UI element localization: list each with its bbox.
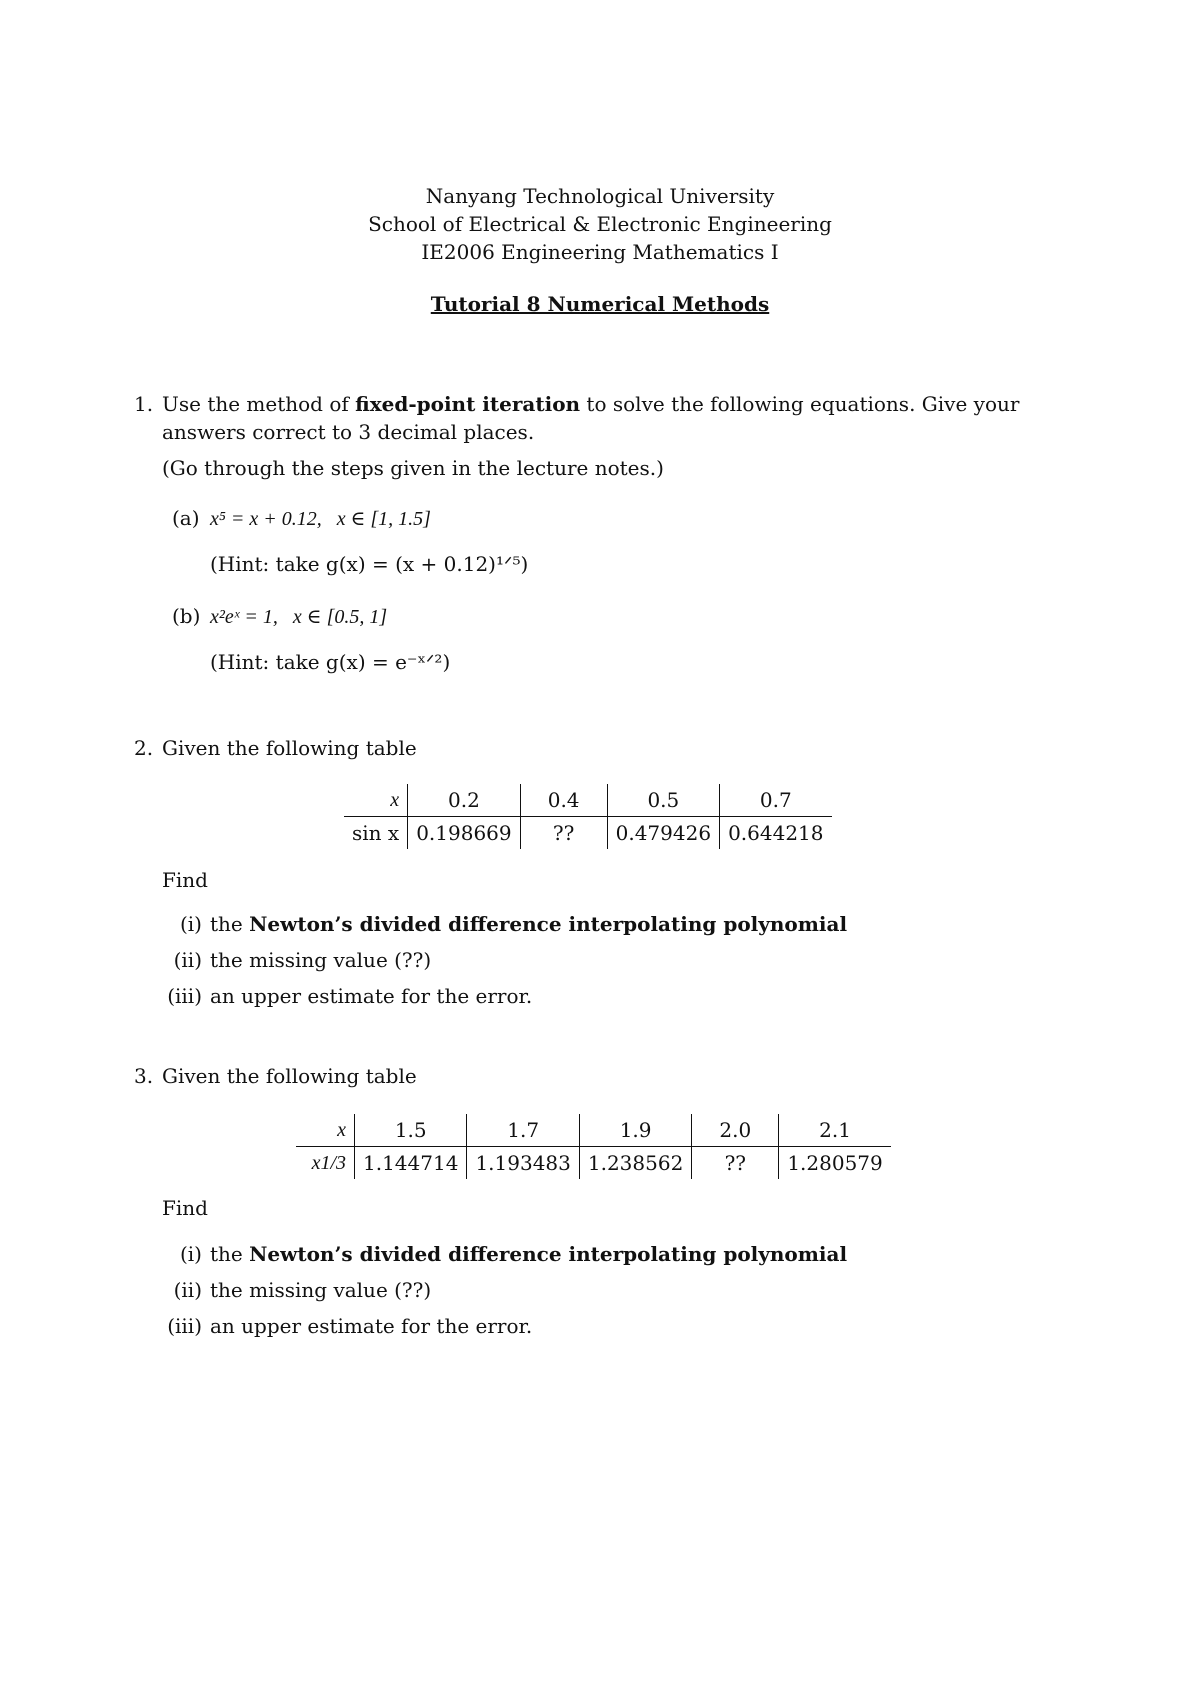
q3-item-num: (ii) xyxy=(173,1278,202,1302)
page-title: Tutorial 8 Numerical Methods xyxy=(430,292,770,316)
table-cell: 1.7 xyxy=(467,1114,579,1147)
q2-item-bold: Newton’s divided difference interpolating polynomial xyxy=(249,912,848,936)
q3-item-text: an upper estimate for the error. xyxy=(210,1314,533,1338)
table-cell: 0.479426 xyxy=(607,817,719,850)
course-name: IE2006 Engineering Mathematics I xyxy=(421,240,779,264)
q1a-hint: (Hint: take g(x) = (x + 0.12)¹ᐟ⁵) xyxy=(210,552,529,576)
q1b-hint: (Hint: take g(x) = e⁻ˣᐟ²) xyxy=(210,650,451,674)
table-cell: 0.4 xyxy=(520,784,607,817)
q1-note: (Go through the steps given in the lecture notes.) xyxy=(162,456,664,480)
q3-intro: Given the following table xyxy=(162,1064,417,1088)
q2-row2-label: sin x xyxy=(352,821,400,845)
q1-intro xyxy=(162,392,1019,416)
table-row xyxy=(344,784,832,817)
table-cell: 0.644218 xyxy=(720,817,832,850)
table-cell: 1.5 xyxy=(355,1114,467,1147)
table-cell: 1.144714 xyxy=(355,1147,467,1180)
q2-row1-label: x xyxy=(344,784,408,817)
q1-number: 1. xyxy=(134,392,154,416)
q2-item-text-pre: the xyxy=(210,912,250,936)
q1-intro-text: Use the method of xyxy=(162,392,356,416)
q3-item-bold: Newton’s divided difference interpolating polynomial xyxy=(249,1242,848,1266)
table-row xyxy=(296,1147,891,1180)
q3-number: 3. xyxy=(134,1064,154,1088)
q3-item-num: (iii) xyxy=(167,1314,202,1338)
table-cell: 2.1 xyxy=(779,1114,891,1147)
table-row xyxy=(296,1114,891,1147)
q2-item-num: (ii) xyxy=(173,948,202,972)
q1-intro-bold: fixed-point iteration xyxy=(355,392,581,416)
q2-intro: Given the following table xyxy=(162,736,417,760)
q2-item-text: an upper estimate for the error. xyxy=(210,984,533,1008)
table-cell: ?? xyxy=(520,817,607,850)
q1b-label: (b) xyxy=(172,604,201,628)
q2-find: Find xyxy=(162,868,208,892)
university-name: Nanyang Technological University xyxy=(425,184,775,208)
q3-row2-label: x1/3 xyxy=(311,1152,346,1174)
q1b-equation: x²eˣ = 1, x ∈ [0.5, 1] xyxy=(210,606,388,628)
table-cell: 0.198669 xyxy=(408,817,520,850)
q3-item-text xyxy=(210,1242,847,1266)
q1a-label: (a) xyxy=(172,506,200,530)
q2-number: 2. xyxy=(134,736,154,760)
table-cell: 0.5 xyxy=(607,784,719,817)
q2-item-text: the missing value (??) xyxy=(210,948,432,972)
q2-item-num: (iii) xyxy=(167,984,202,1008)
q2-item-text xyxy=(210,912,847,936)
q2-item-num: (i) xyxy=(179,912,202,936)
school-name: School of Electrical & Electronic Engineering xyxy=(368,212,832,236)
table-cell: 1.238562 xyxy=(579,1147,691,1180)
table-cell: 1.9 xyxy=(579,1114,691,1147)
table-cell: ?? xyxy=(692,1147,779,1180)
q3-row1-label: x xyxy=(296,1114,355,1147)
q3-item-text: the missing value (??) xyxy=(210,1278,432,1302)
q3-item-text-pre: the xyxy=(210,1242,250,1266)
table-cell: 0.2 xyxy=(408,784,520,817)
q3-item-num: (i) xyxy=(179,1242,202,1266)
q3-find: Find xyxy=(162,1196,208,1220)
q1-intro-text-end: to solve the following equations. Give your xyxy=(580,392,1020,416)
table-cell: 0.7 xyxy=(720,784,832,817)
q1a-equation: x⁵ = x + 0.12, x ∈ [1, 1.5] xyxy=(210,508,431,530)
q3-table xyxy=(296,1114,891,1179)
table-cell: 1.193483 xyxy=(467,1147,579,1180)
table-cell: 1.280579 xyxy=(779,1147,891,1180)
q2-table xyxy=(344,784,832,849)
table-row xyxy=(344,817,832,850)
q1-intro-line2: answers correct to 3 decimal places. xyxy=(162,420,535,444)
table-cell: 2.0 xyxy=(692,1114,779,1147)
